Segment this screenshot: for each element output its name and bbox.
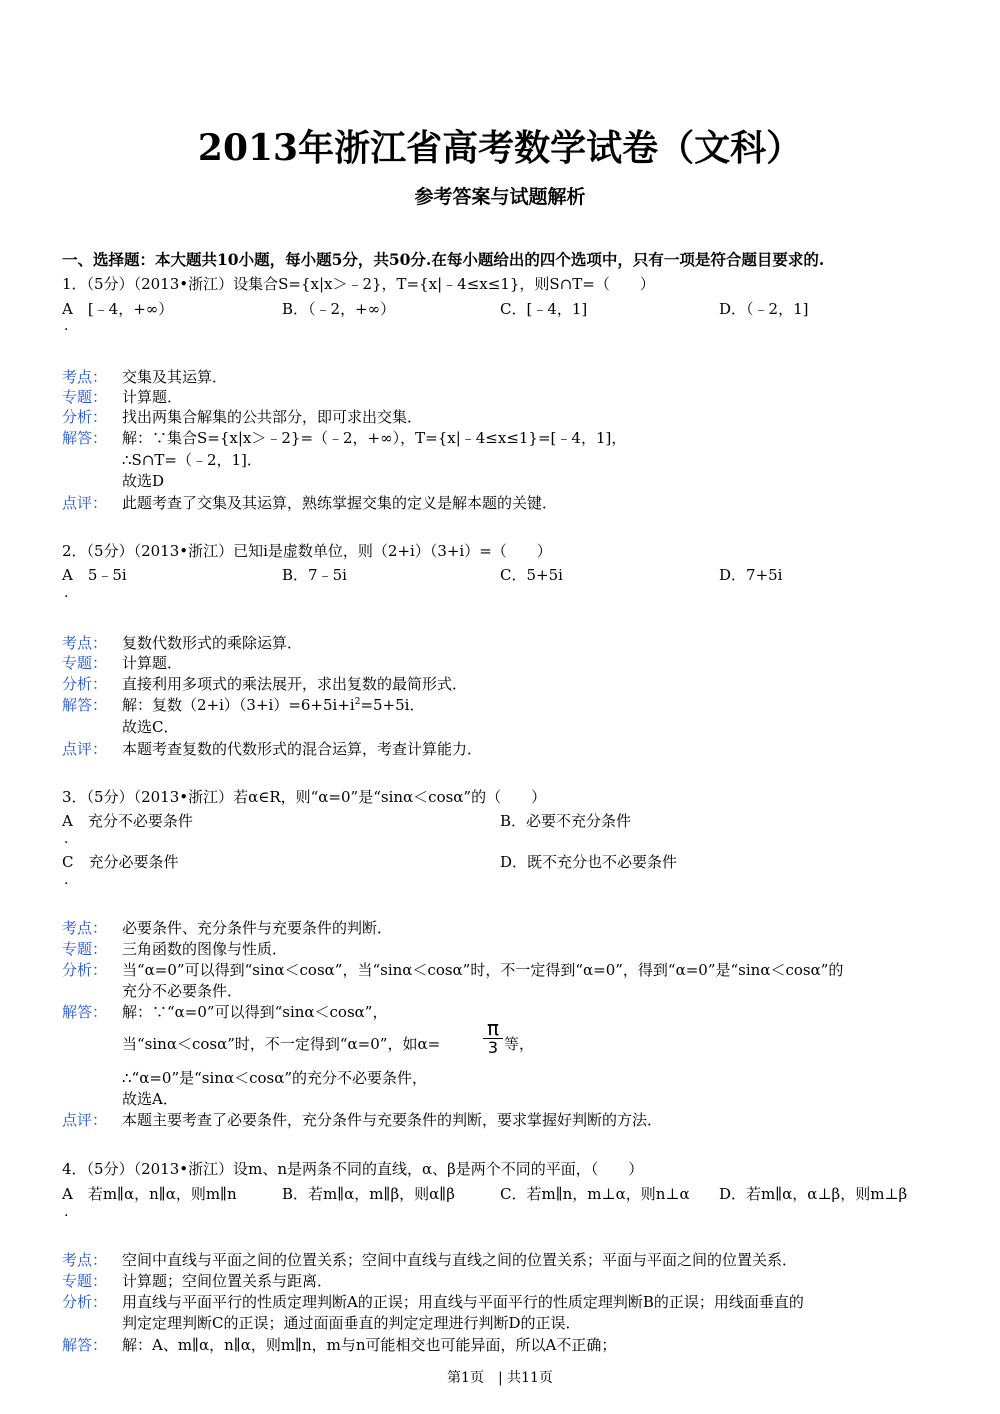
fenxi-label: 分析： <box>62 408 108 426</box>
q3-jieda-line4: 故选A． <box>122 1090 178 1108</box>
q2-option-c: C．5+5i <box>500 566 563 584</box>
q1-dianping: 此题考查了交集及其运算，熟练掌握交集的定义是解本题的关键． <box>122 494 558 512</box>
q3-zhuanti: 三角函数的图像与性质． <box>122 940 288 958</box>
dianping-label: 点评： <box>62 494 108 512</box>
page-title: 2013年浙江省高考数学试卷（文科） <box>197 127 803 169</box>
q1-jieda-line1: 解：∵集合S={x|x＞﹣2}=（﹣2，+∞），T={x|﹣4≤x≤1}=[﹣4，1]， <box>122 429 627 447</box>
q4-option-c: C．若m∥n，m⊥α，则n⊥α <box>500 1185 690 1203</box>
q1-stem: 1．（5分）（2013•浙江）设集合S={x|x＞﹣2}，T={x|﹣4≤x≤1}，则S∩T=（ ） <box>62 275 655 293</box>
q4-option-d: D．若m∥α，α⊥β，则m⊥β <box>719 1185 908 1203</box>
q1-option-c: C．[﹣4，1] <box>500 300 588 318</box>
kaodian-label: 考点： <box>62 919 108 937</box>
q4-jieda-line1: 解：A、m∥α，n∥α，则m∥n，m与n可能相交也可能异面，所以A不正确； <box>122 1336 617 1354</box>
q2-dianping: 本题考查复数的代数形式的混合运算，考查计算能力． <box>122 740 483 758</box>
q3-jieda-line2 <box>122 1033 440 1054</box>
q2-exponent: 2 <box>354 697 361 707</box>
q1-option-b: B．（﹣2，+∞） <box>282 300 396 318</box>
q3-dianping: 本题主要考查了必要条件，充分条件与充要条件的判断，要求掌握好判断的方法． <box>122 1111 663 1129</box>
q1-option-a: A [﹣4，+∞） <box>62 300 174 318</box>
q3-jieda-line3: ∴“α=0”是“sinα＜cosα”的充分不必要条件， <box>122 1069 428 1087</box>
zhuanti-label: 专题： <box>62 1272 108 1290</box>
q1-kaodian: 交集及其运算． <box>122 368 228 386</box>
q2-zhuanti: 计算题． <box>122 654 183 672</box>
q4-stem: 4．（5分）（2013•浙江）设m、n是两条不同的直线，α、β是两个不同的平面，（ ） <box>62 1160 644 1178</box>
q4-fenxi-line2: 判定定理判断C的正误；通过面面垂直的判定定理进行判断D的正误． <box>122 1314 581 1332</box>
option-dot: . <box>64 585 69 601</box>
kaodian-label: 考点： <box>62 1251 108 1269</box>
jieda-label: 解答： <box>62 429 108 447</box>
fraction-denominator: 3 <box>487 1038 499 1057</box>
zhuanti-label: 专题： <box>62 654 108 672</box>
fraction-numerator: π <box>486 1016 500 1040</box>
q2-jieda-result: =5+5i． <box>360 696 425 714</box>
section-heading: 一、选择题：本大题共10小题，每小题5分，共50分.在每小题给出的四个选项中，只有一项是符合题目要求的. <box>62 250 825 269</box>
q3-jieda-text: 当“sinα＜cosα”时，不一定得到“α=0”，如α= <box>122 1035 441 1053</box>
jieda-label: 解答： <box>62 696 108 714</box>
fenxi-label: 分析： <box>62 961 108 979</box>
q4-option-b: B．若m∥α，m∥β，则α∥β <box>282 1185 455 1203</box>
q2-jieda-line1 <box>122 694 424 715</box>
q3-fenxi-line1: 当“α=0”可以得到“sinα＜cosα”，当“sinα＜cosα”时，不一定得到“α=0”，得到“α=0”是“sinα＜cosα”的 <box>122 961 844 979</box>
option-dot: . <box>64 1204 69 1220</box>
option-dot: . <box>64 318 69 334</box>
fenxi-label: 分析： <box>62 675 108 693</box>
q1-zhuanti: 计算题． <box>122 388 183 406</box>
option-dot: . <box>64 831 69 847</box>
pi-over-3-fraction <box>482 1018 504 1057</box>
q1-jieda-line2: ∴S∩T=（﹣2，1]． <box>122 451 262 469</box>
q2-stem: 2．（5分）（2013•浙江）已知i是虚数单位，则（2+i）（3+i）=（ ） <box>62 542 552 560</box>
dianping-label: 点评： <box>62 740 108 758</box>
q4-fenxi-line1: 用直线与平面平行的性质定理判断A的正误；用直线与平面平行的性质定理判断B的正误；用线面垂直的 <box>122 1293 804 1311</box>
jieda-label: 解答： <box>62 1336 108 1354</box>
q2-option-a: A 5﹣5i <box>62 566 127 584</box>
zhuanti-label: 专题： <box>62 940 108 958</box>
q2-jieda-line2: 故选C． <box>122 718 179 736</box>
q3-stem: 3．（5分）（2013•浙江）若α∈R，则“α=0”是“sinα＜cosα”的（ ） <box>62 788 547 806</box>
q2-fenxi: 直接利用多项式的乘法展开，求出复数的最简形式． <box>122 675 468 693</box>
q4-kaodian: 空间中直线与平面之间的位置关系；空间中直线与直线之间的位置关系；平面与平面之间的位置关系． <box>122 1251 798 1269</box>
q3-option-d: D．既不充分也不必要条件 <box>500 853 678 871</box>
page-footer: 第1页 | 共11页 <box>447 1370 553 1386</box>
zhuanti-label: 专题： <box>62 388 108 406</box>
q4-option-a: A 若m∥α，n∥α，则m∥n <box>62 1185 237 1203</box>
q1-jieda-line3: 故选D <box>122 472 165 490</box>
page-subtitle: 参考答案与试题解析 <box>414 186 586 208</box>
kaodian-label: 考点： <box>62 368 108 386</box>
q3-fenxi-line2: 充分不必要条件． <box>122 982 243 1000</box>
q4-zhuanti: 计算题；空间位置关系与距离． <box>122 1272 333 1290</box>
q1-fenxi: 找出两集合解集的公共部分，即可求出交集． <box>122 408 423 426</box>
q2-option-b: B．7﹣5i <box>282 566 347 584</box>
q2-option-d: D．7+5i <box>719 566 783 584</box>
q3-kaodian: 必要条件、充分条件与充要条件的判断． <box>122 919 393 937</box>
jieda-label: 解答： <box>62 1003 108 1021</box>
q2-kaodian: 复数代数形式的乘除运算． <box>122 634 303 652</box>
q3-option-b: B．必要不充分条件 <box>500 812 632 830</box>
option-dot: . <box>64 872 69 888</box>
q3-option-a: A 充分不必要条件 <box>62 812 193 830</box>
kaodian-label: 考点： <box>62 634 108 652</box>
q1-option-d: D．（﹣2，1] <box>719 300 809 318</box>
fenxi-label: 分析： <box>62 1293 108 1311</box>
q2-jieda-text: 解：复数（2+i）（3+i）=6+5i+i <box>122 696 355 714</box>
q3-jieda-line1: 解：∵“α=0”可以得到“sinα＜cosα”， <box>122 1003 388 1021</box>
q3-option-c: C 充分必要条件 <box>62 853 179 871</box>
q3-jieda-suffix: 等， <box>504 1035 535 1053</box>
dianping-label: 点评： <box>62 1111 108 1129</box>
